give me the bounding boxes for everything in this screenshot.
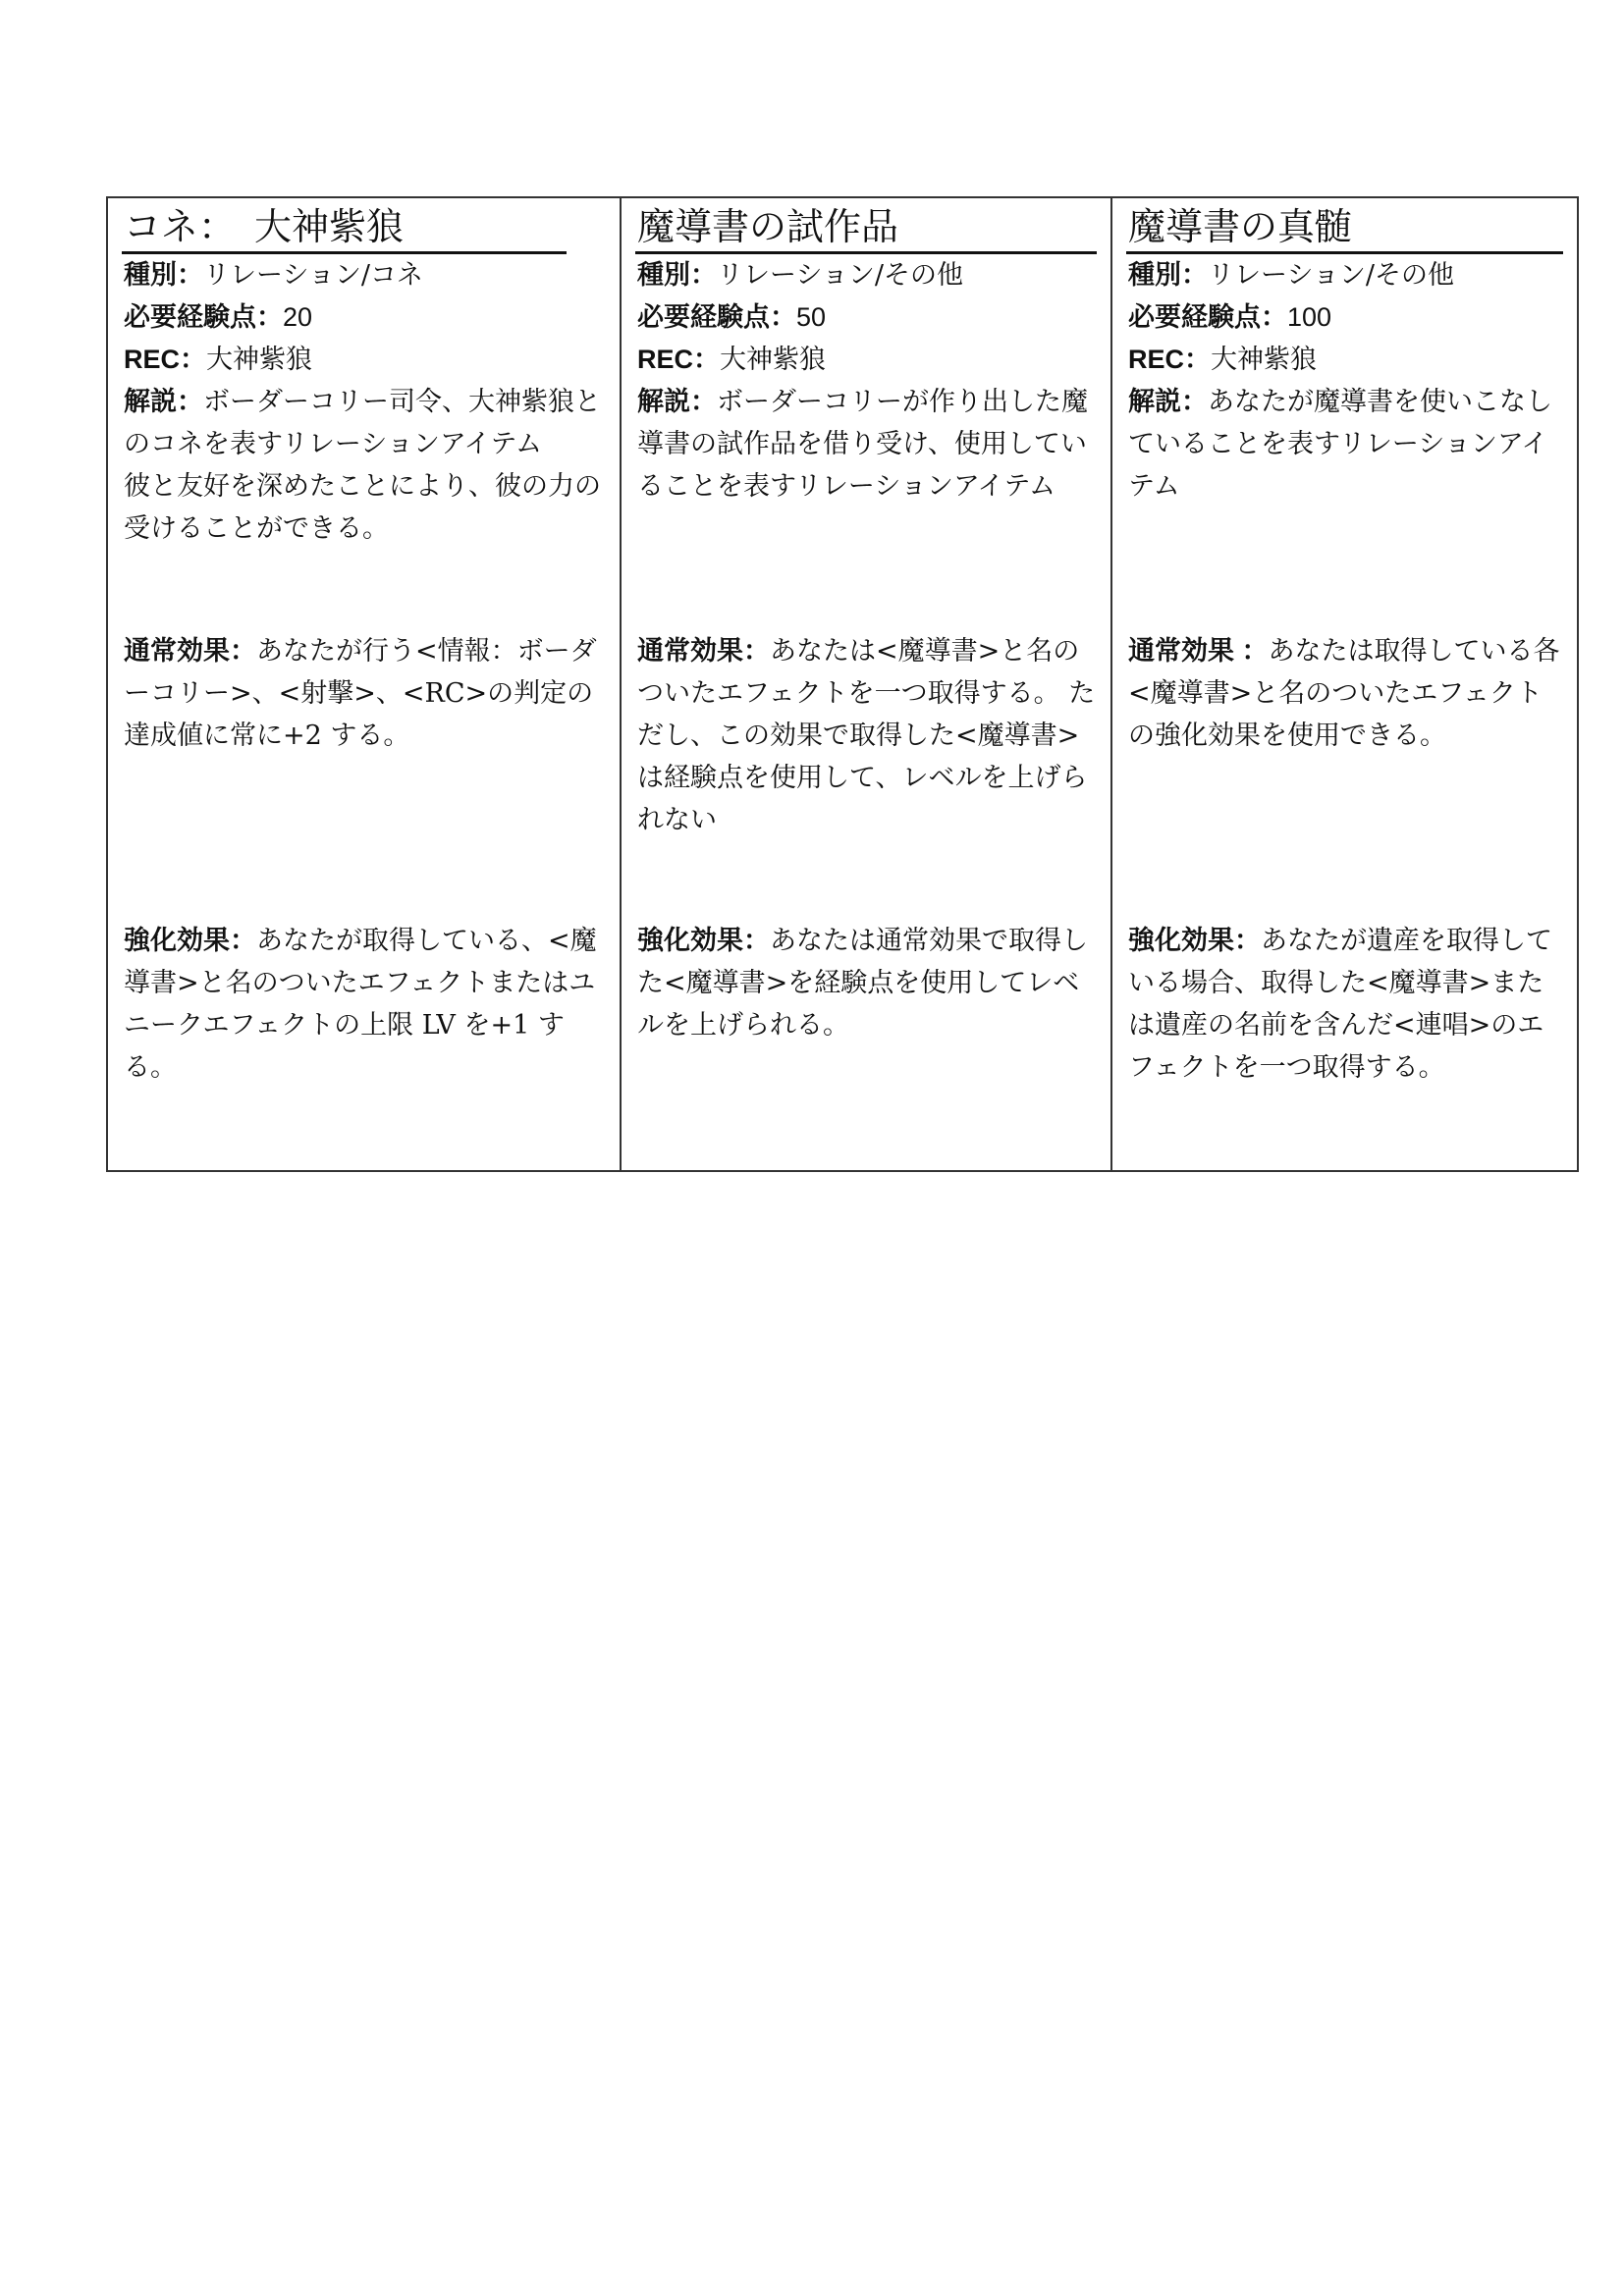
item-rec-row	[635, 339, 1097, 381]
item-xp-value: 20	[283, 302, 313, 332]
item-card-grimoire-essence	[1110, 198, 1577, 1170]
item-xp-label: 必要経験点：	[1128, 302, 1287, 332]
item-desc-label: 解説：	[637, 387, 717, 416]
normal-effect-text: あなたが行う<情報：ボーダーコリー>、<射撃>、<RC>の判定の達成値に常に+2 する。	[124, 636, 597, 751]
normal-effect-label: 通常効果 ：	[1128, 636, 1269, 666]
item-normal-effect	[124, 630, 606, 757]
item-card-grimoire-prototype	[620, 198, 1110, 1170]
item-type-label: 種別：	[637, 260, 717, 290]
item-rec-value: 大神紫狼	[720, 345, 827, 375]
item-rec-value: 大神紫狼	[1211, 345, 1318, 375]
item-desc-text-2: 彼と友好を深めたことにより、彼の力の受けることができる。	[124, 471, 601, 544]
item-desc-label: 解説：	[1128, 387, 1208, 416]
item-xp-label: 必要経験点：	[124, 302, 283, 332]
item-description	[1126, 381, 1563, 507]
item-xp-value: 100	[1287, 302, 1332, 332]
enhanced-effect-text: あなたは通常効果で取得した<魔導書>を経験点を使用してレベルを上げられる。	[637, 926, 1088, 1041]
item-type-value: リレーション/コネ	[203, 260, 424, 291]
item-xp-value: 50	[796, 302, 827, 332]
item-title: 魔導書の試作品	[635, 202, 1097, 254]
item-desc-label: 解説：	[124, 387, 203, 416]
item-rec-label: REC：	[637, 345, 721, 374]
item-enhanced-effect	[637, 920, 1097, 1046]
normal-effect-text: あなたは取得している各<魔導書>と名のついたエフェクトの強化効果を使用できる。	[1128, 636, 1560, 751]
item-xp-row	[635, 296, 1097, 339]
normal-effect-label: 通常効果：	[637, 636, 770, 666]
item-xp-row	[1126, 296, 1563, 339]
enhanced-effect-label: 強化効果：	[1128, 926, 1261, 955]
relation-item-table	[106, 196, 1579, 1172]
item-rec-row	[122, 339, 606, 381]
item-type-row	[122, 254, 606, 296]
item-type-row	[1126, 254, 1563, 296]
item-normal-effect	[1128, 630, 1563, 757]
item-xp-label: 必要経験点：	[637, 302, 796, 332]
enhanced-effect-label: 強化効果：	[637, 926, 770, 955]
item-xp-row	[122, 296, 606, 339]
item-type-row	[635, 254, 1097, 296]
item-enhanced-effect	[1128, 920, 1563, 1089]
item-description	[122, 381, 606, 550]
item-desc-text: ボーダーコリー司令、大神紫狼とのコネを表すリレーションアイテム	[124, 387, 601, 459]
item-rec-label: REC：	[1128, 345, 1212, 374]
item-card-connection	[108, 198, 620, 1170]
enhanced-effect-text: あなたが遺産を取得している場合、取得した<魔導書>または遺産の名前を含んだ<連唱>のエフェクトを一つ取得する。	[1128, 926, 1552, 1083]
enhanced-effect-label: 強化効果：	[124, 926, 256, 955]
item-rec-value: 大神紫狼	[206, 345, 313, 375]
item-description	[635, 381, 1097, 507]
item-type-label: 種別：	[124, 260, 203, 290]
item-title: コネ： 大神紫狼	[122, 202, 567, 254]
normal-effect-text: あなたは<魔導書>と名のついたエフェクトを一つ取得する。 ただし、この効果で取得した<魔導書>は経験点を使用して、レベルを上げられない	[637, 636, 1096, 835]
item-rec-label: REC：	[124, 345, 207, 374]
item-desc-text: ボーダーコリーが作り出した魔導書の試作品を借り受け、使用していることを表すリレーションアイテム	[637, 387, 1088, 502]
item-normal-effect	[637, 630, 1097, 841]
item-desc-text: あなたが魔導書を使いこなしていることを表すリレーションアイテム	[1128, 387, 1552, 502]
item-enhanced-effect	[124, 920, 606, 1089]
item-type-value: リレーション/その他	[1208, 260, 1455, 291]
normal-effect-label: 通常効果：	[124, 636, 256, 666]
item-type-label: 種別：	[1128, 260, 1208, 290]
item-title: 魔導書の真髄	[1126, 202, 1563, 254]
enhanced-effect-text: あなたが取得している、<魔導書>と名のついたエフェクトまたはユニークエフェクトの上限 LV を+1 する。	[124, 926, 597, 1083]
item-rec-row	[1126, 339, 1563, 381]
item-type-value: リレーション/その他	[717, 260, 964, 291]
